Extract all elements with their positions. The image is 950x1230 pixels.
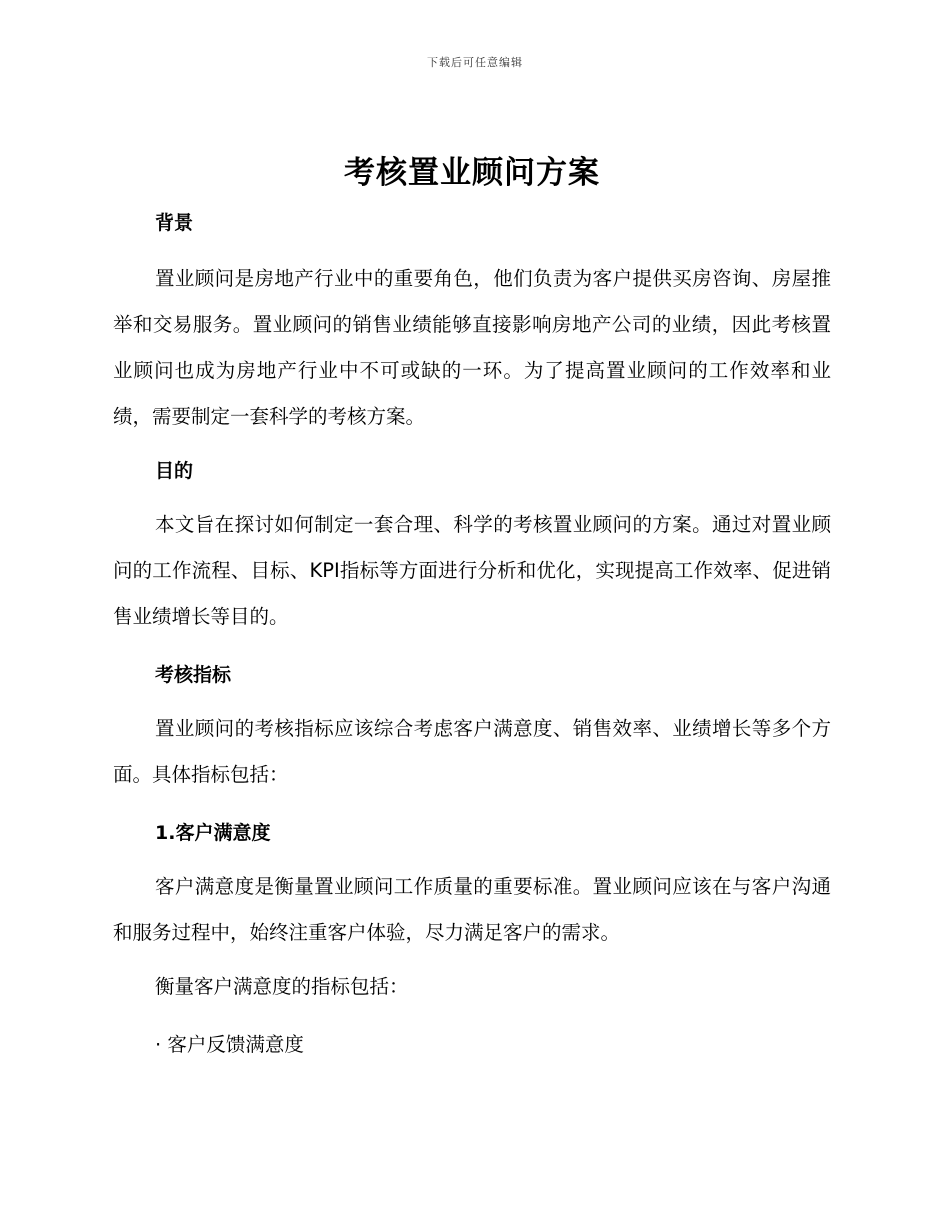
paragraph-purpose: 本文旨在探讨如何制定一套合理、科学的考核置业顾问的方案。通过对置业顾问的工作流程、目标、KPI指标等方面进行分析和优化，实现提高工作效率、促进销售业绩增长等目的。 [113,513,831,628]
section-heading-purpose: 目的 [155,460,194,482]
document-title: 考核置业顾问方案 [344,155,600,191]
paragraph-measure-intro: 衡量客户满意度的指标包括： [155,975,409,998]
section-heading-background: 背景 [155,212,194,234]
paragraph-background: 置业顾问是房地产行业中的重要角色，他们负责为客户提供买房咨询、房屋推举和交易服务。置业顾问的销售业绩能够直接影响房地产公司的业绩，因此考核置业顾问也成为房地产行业中不可或缺的一环。为了提高置业顾问的工作效率和业绩，需要制定一套科学的考核方案。 [113,267,831,428]
paragraph-satisfaction: 客户满意度是衡量置业顾问工作质量的重要标准。置业顾问应该在与客户沟通和服务过程中，始终注重客户体验，尽力满足客户的需求。 [113,875,831,944]
paragraph-indicators: 置业顾问的考核指标应该综合考虑客户满意度、销售效率、业绩增长等多个方面。具体指标包括： [113,717,831,786]
section-heading-satisfaction: 1.客户满意度 [155,822,271,844]
section-heading-indicators: 考核指标 [155,664,232,686]
header-note: 下载后可任意编辑 [427,56,523,69]
list-item: · 客户反馈满意度 [155,1033,304,1056]
document-body [113,148,831,1060]
